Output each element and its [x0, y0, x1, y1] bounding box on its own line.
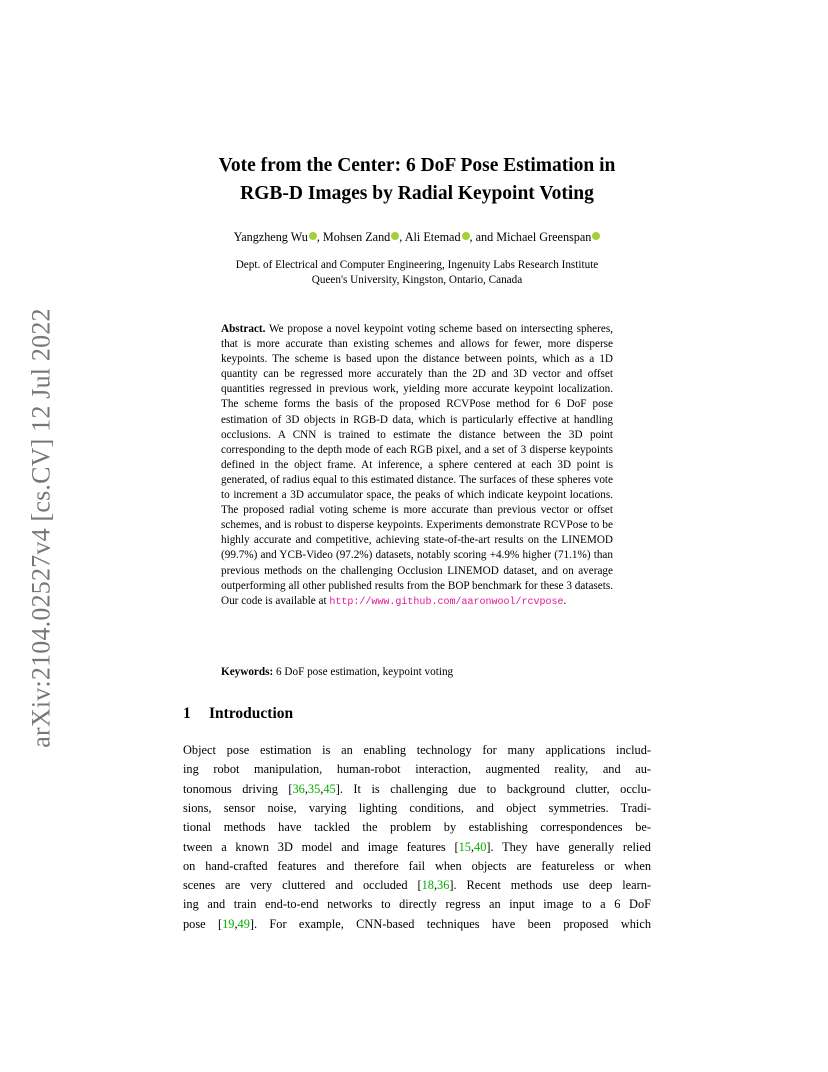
- intro-text: on hand-crafted features and therefore fail when objects are featureless or when: [183, 858, 651, 873]
- citation-link[interactable]: 49: [237, 916, 250, 931]
- paper-title: [150, 152, 684, 208]
- intro-line: [183, 895, 651, 913]
- author-name[interactable]: Ali Etemad: [404, 230, 461, 244]
- intro-line: [183, 876, 651, 894]
- citation-link[interactable]: 18: [421, 878, 434, 893]
- arxiv-sidebar: [27, 295, 57, 760]
- section-heading: [183, 705, 293, 723]
- section-title: Introduction: [209, 705, 294, 722]
- citation-link[interactable]: 36: [292, 781, 305, 796]
- abstract: [221, 322, 613, 610]
- intro-text: ing and train end-to-end networks to directly regress an input image to a 6 DoF: [183, 897, 651, 912]
- intro-text: ,: [304, 781, 308, 796]
- intro-text: ,: [320, 781, 324, 796]
- intro-line: [183, 760, 651, 778]
- keywords: [221, 665, 613, 680]
- citation-link[interactable]: 15: [458, 839, 471, 854]
- intro-text: sions, sensor noise, varying lighting conditions, and object symmetries. Tradi-: [183, 800, 651, 815]
- affiliation-line-2: Queen's University, Kingston, Ontario, Canada: [311, 274, 523, 286]
- abstract-text: We propose a novel keypoint voting scheme based on intersecting spheres, that is more accurate than existing schemes and allows for fewer, more disperse keypoints. The scheme is based upon the distance between points, which as a 1D quantity can be regressed more accurately than the 2D and 3D vector and offset quantities regressed in previous work, yielding more accurate keypoint localization. The scheme forms the basis of the proposed RCVPose method for 6 DoF pose estimation of 3D objects in RGB-D data, which is particularly effective at handling occlusions. A CNN is trained to estimate the distance between the 3D point corresponding to the depth mode of each RGB pixel, and a set of 3 disperse keypoints defined in the object frame. At inference, a sphere centered at each 3D point is generated, of radius equal to this estimated distance. The surfaces of these spheres vote to increment a 3D accumulator space, the peaks of which indicate keypoint locations. The proposed radial voting scheme is more accurate than previous vector or offset schemes, and is robust to disperse keypoints. Experiments demonstrate RCVPose to be highly accurate and competitive, achieving state-of-the-art results on the LINEMOD (99.7%) and YCB-Video (97.2%) datasets, notably scoring +4.9% higher (71.1%) than previous methods on the challenging Occlusion LINEMOD dataset, and on average outperforming all other published results from the BOP benchmark for these 3 datasets. Our code is available at: [221, 323, 613, 607]
- intro-text: ]. Recent methods use deep learn-: [449, 878, 651, 893]
- affiliation: [150, 258, 684, 288]
- orcid-icon[interactable]: [309, 232, 317, 240]
- intro-text: tonomous driving [: [183, 781, 293, 796]
- code-url-link[interactable]: http://www.github.com/aaronwool/rcvpose: [329, 596, 564, 608]
- intro-text: pose [: [183, 916, 223, 931]
- author-name[interactable]: Yangzheng Wu: [233, 230, 308, 244]
- intro-text: ]. They have generally relied: [486, 839, 651, 854]
- author-separator: , and: [469, 230, 497, 244]
- keywords-label: Keywords:: [221, 666, 274, 678]
- citation-link[interactable]: 45: [323, 781, 336, 796]
- intro-text: ]. For example, CNN-based techniques have been proposed which: [249, 916, 651, 931]
- abstract-label: Abstract.: [221, 323, 266, 335]
- intro-text: Object pose estimation is an enabling technology for many applications includ-: [183, 743, 651, 757]
- arxiv-identifier: arXiv:2104.02527v4 [cs.CV] 12 Jul 2022: [27, 307, 56, 748]
- intro-text: ,: [234, 916, 238, 931]
- author-separator: ,: [399, 230, 405, 244]
- intro-line: [183, 857, 651, 875]
- author-name[interactable]: Michael Greenspan: [496, 230, 592, 244]
- intro-line: [183, 915, 651, 933]
- author-list: [150, 229, 684, 245]
- intro-line: [183, 838, 651, 856]
- intro-text: ]. It is challenging due to background clutter, occlu-: [335, 781, 651, 796]
- intro-line: [183, 818, 651, 836]
- keywords-text: 6 DoF pose estimation, keypoint voting: [276, 666, 454, 678]
- intro-text: tween a known 3D model and image features [: [183, 839, 459, 854]
- intro-line: [183, 741, 651, 759]
- section-number: 1: [183, 705, 191, 722]
- citation-link[interactable]: 36: [437, 878, 450, 893]
- author-name[interactable]: Mohsen Zand: [322, 230, 391, 244]
- intro-text: ,: [433, 878, 438, 893]
- abstract-end: .: [563, 594, 567, 607]
- affiliation-line-1: Dept. of Electrical and Computer Engineering, Ingenuity Labs Research Institute: [235, 259, 599, 271]
- intro-text: ,: [470, 839, 475, 854]
- intro-text: scenes are very cluttered and occluded [: [183, 878, 422, 893]
- orcid-icon[interactable]: [462, 232, 470, 240]
- intro-line: [183, 799, 651, 817]
- orcid-icon[interactable]: [592, 232, 600, 240]
- intro-text: tional methods have tackled the problem by establishing correspondences be-: [183, 820, 651, 835]
- citation-link[interactable]: 19: [222, 916, 235, 931]
- title-line-2: RGB-D Images by Radial Keypoint Voting: [240, 183, 594, 204]
- title-line-1: Vote from the Center: 6 DoF Pose Estimation in: [218, 155, 616, 176]
- citation-link[interactable]: 35: [307, 781, 321, 796]
- citation-link[interactable]: 40: [474, 839, 487, 854]
- intro-line: [183, 780, 651, 798]
- intro-text: ing robot manipulation, human-robot interaction, augmented reality, and au-: [183, 762, 651, 777]
- author-separator: ,: [316, 230, 323, 244]
